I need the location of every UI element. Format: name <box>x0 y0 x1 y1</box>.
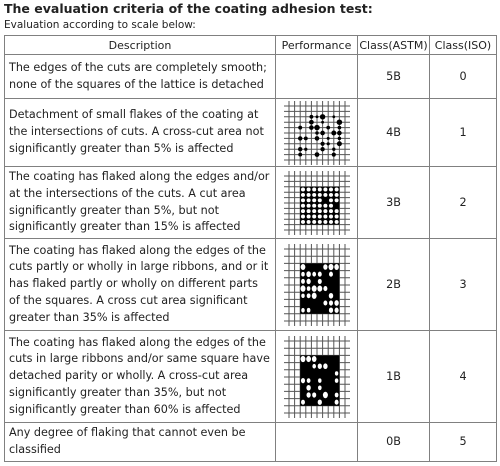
table-header-row <box>5 36 497 55</box>
table-row <box>5 55 497 99</box>
row-description: The edges of the cuts are completely smooth; none of the squares of the lattice is detached <box>5 55 276 99</box>
row-class-iso: 1 <box>430 99 497 167</box>
header-class-iso: Class(ISO) <box>430 36 497 55</box>
cross-cut-grid-1b-icon <box>284 336 350 418</box>
performance-cell <box>276 239 358 331</box>
cross-cut-grid-4b-icon <box>284 101 350 165</box>
header-performance: Performance <box>276 36 358 55</box>
row-class-iso: 2 <box>430 167 497 239</box>
page-title: The evaluation criteria of the coating adhesion test: <box>4 1 373 16</box>
table-row <box>5 331 497 423</box>
table-row <box>5 423 497 462</box>
row-description: Detachment of small flakes of the coating at the intersections of cuts. A cross-cut area not significantly greater than 5% is affected <box>5 99 276 167</box>
row-class-astm: 4B <box>358 99 430 167</box>
row-class-iso: 4 <box>430 331 497 423</box>
performance-cell <box>276 99 358 167</box>
cross-cut-grid-3b-icon <box>284 171 350 235</box>
row-class-iso: 0 <box>430 55 497 99</box>
header-description: Description <box>5 36 276 55</box>
header-class-astm: Class(ASTM) <box>358 36 430 55</box>
performance-cell <box>276 423 358 462</box>
table-row <box>5 167 497 239</box>
performance-cell <box>276 55 358 99</box>
row-class-astm: 3B <box>358 167 430 239</box>
row-description: The coating has flaked along the edges of the cuts partly or wholly in large ribbons, and or it has flaked partly or wholly on different parts of the squares. A cross cut area significant greater than 35% is affected <box>5 239 276 331</box>
page-subtitle: Evaluation according to scale below: <box>4 19 196 31</box>
evaluation-criteria-table <box>4 35 497 462</box>
row-class-astm: 5B <box>358 55 430 99</box>
row-class-astm: 2B <box>358 239 430 331</box>
row-description: Any degree of flaking that cannot even be classified <box>5 423 276 462</box>
performance-cell <box>276 331 358 423</box>
performance-cell <box>276 167 358 239</box>
row-class-iso: 3 <box>430 239 497 331</box>
row-class-iso: 5 <box>430 423 497 462</box>
row-class-astm: 1B <box>358 331 430 423</box>
table-row <box>5 99 497 167</box>
row-description: The coating has flaked along the edges of the cuts in large ribbons and/or same square have detached parity or wholly. A cross-cut area significantly greater than 35%, but not significantly greater than 60% is affected <box>5 331 276 423</box>
row-class-astm: 0B <box>358 423 430 462</box>
cross-cut-grid-2b-icon <box>284 244 350 326</box>
table-row <box>5 239 497 331</box>
row-description: The coating has flaked along the edges and/or at the intersections of the cuts. A cut area significantly greater than 5%, but not significantly greater than 15% is affected <box>5 167 276 239</box>
